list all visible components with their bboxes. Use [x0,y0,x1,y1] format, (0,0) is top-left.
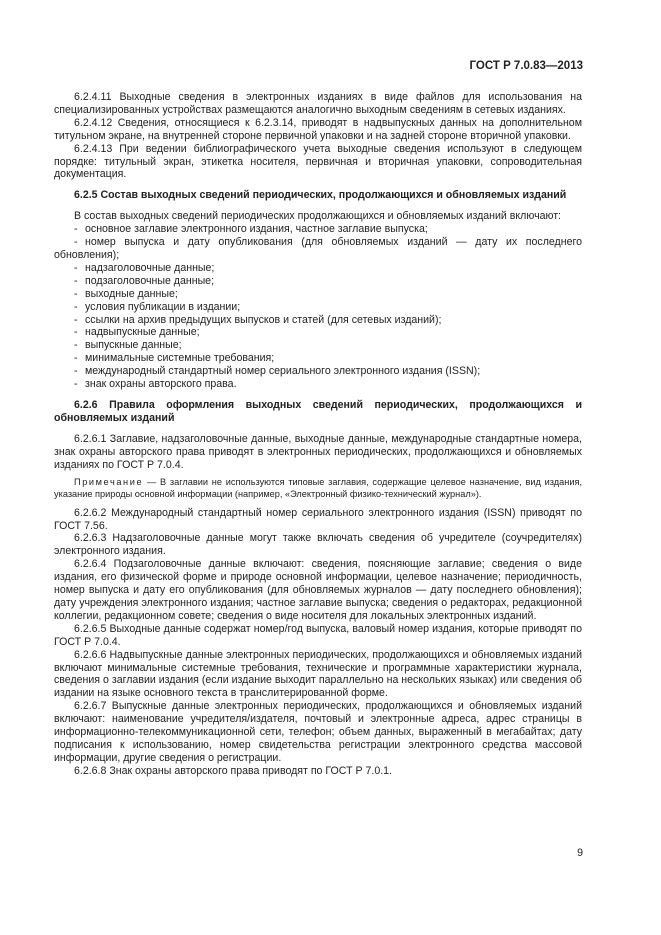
list-item-text: основное заглавие электронного издания, частное заглавие выпуска; [85,223,428,236]
document-body [54,91,582,778]
list-item-text: надзаголовочные данные; [85,261,215,274]
paragraph-6-2-6-2: 6.2.6.2 Международный стандартный номер сериального электронного издания (ISSN) приводят по ГОСТ 7.56. [54,506,582,532]
list-item [54,223,582,236]
standard-header: ГОСТ Р 7.0.83—2013 [469,60,583,72]
paragraph-6-2-6-5: 6.2.6.5 Выходные данные содержат номер/год выпуска, валовый номер издания, которые приводят по ГОСТ Р 7.0.4. [54,622,582,648]
paragraph-6-2-6-4: 6.2.6.4 Подзаголовочные данные включают: сведения, поясняющие заглавие; сведения о виде издания, его физической форме и природе основной информации, целевое назначение; периодичность, номер выпуска и дату его опубликования (для обновляемых журналов — дату последнего обновления); дату учреждения электронного издания; частное заглавие выпуска; сведения о редакторах, редакционной коллегии, редакционном совете; сведения о виде носителя для локальных электронных изданий. [54,558,582,622]
list-dash: - [74,339,78,352]
list-dash: - [74,365,78,378]
list-item [54,326,582,339]
list-item-text: международный стандартный номер сериального электронного издания (ISSN); [85,365,481,378]
paragraph-6-2-6-6: 6.2.6.6 Надвыпускные данные электронных периодических, продолжающихся и обновляемых изданий включают минимальные системные требования, технические и программные характеристики журнала, сведения о заглавии издания (если издание выходит параллельно на нескольких языках) или сведения об издании на языке основного текста в транслитерированной форме. [54,648,582,700]
list-item [54,301,582,314]
section-heading-6-2-5: 6.2.5 Состав выходных сведений периодических, продолжающихся и обновляемых изданий [74,189,567,202]
list-dash: - [74,378,78,391]
list-item-text: выпускные данные; [85,339,182,352]
note [54,477,582,500]
list-item-text: знак охраны авторского права. [85,378,237,391]
note-label: Примечание [74,477,144,488]
paragraph-6-2-4-13: 6.2.4.13 При ведении библиографического учета выходные сведения используют в следующем порядке: титульный экран, этикетка носителя, первичная и вторичная упаковки, сопроводительная документация. [54,142,582,181]
list-item [54,262,582,275]
paragraph-6-2-6-1: 6.2.6.1 Заглавие, надзаголовочные данные, выходные данные, международные стандартные номера, знак охраны авторского права приводят в электронных периодических, продолжающихся и обновляемых изданиях по ГОСТ Р 7.0.4. [54,432,582,471]
section-heading-6-2-6: 6.2.6 Правила оформления выходных сведений периодических, продолжающихся и обновляемых изданий [54,398,582,424]
list-dash: - [74,326,78,339]
list-item-text: условия публикации в издании; [85,300,241,313]
list-item-text: минимальные системные требования; [85,352,275,365]
list-dash: - [74,223,78,236]
paragraph-6-2-6-7: 6.2.6.7 Выпускные данные электронных периодических, продолжающихся и обновляемых изданий включают: наименование учредителя/издателя, почтовый и электронные адреса, адрес страницы в информационно-телекоммуникационной сети, телефон; объем данных, выраженный в мегабайтах; дату подписания к использованию, номер свидетельства регистрации электронного средства массовой информации, другие сведения о регистрации. [54,700,582,764]
list-dash: - [74,236,78,249]
paragraph-6-2-6-8: 6.2.6.8 Знак охраны авторского права приводят по ГОСТ Р 7.0.1. [74,764,393,777]
list-item-text: надвыпускные данные; [85,326,200,339]
paragraph-6-2-4-12: 6.2.4.12 Сведения, относящиеся к 6.2.3.14, приводят в надвыпускных данных на дополнительном титульном экране, на внутренней стороне первичной упаковки и на задней стороне вторичной упаковки. [54,116,582,142]
list-dash: - [74,287,78,300]
list-dash: - [74,261,78,274]
list-dash: - [74,313,78,326]
list-item [54,275,582,288]
list-item [54,236,582,262]
list-item [54,378,582,391]
list-item [54,314,582,327]
list-item-text: подзаголовочные данные; [85,274,215,287]
list-item [54,352,582,365]
list-item [54,365,582,378]
list-item [54,339,582,352]
list-item-text: ссылки на архив предыдущих выпусков и статей (для сетевых изданий); [85,313,442,326]
note-text: — В заглавии не используются типовые заглавия, содержащие целевое назначение, вид издания, указание природы основной информации (например, «Электронный физико-технический журнал»). [54,477,582,500]
list-item [54,288,582,301]
list-item-text: номер выпуска и дату опубликования (для обновляемых изданий — дату их последнего обновления); [54,236,582,261]
list-dash: - [74,300,78,313]
list-dash: - [74,274,78,287]
list-item-text: выходные данные; [85,287,178,300]
page-number: 9 [577,847,583,859]
output-info-list [54,223,582,391]
paragraph-6-2-4-11: 6.2.4.11 Выходные сведения в электронных изданиях в виде файлов для использования на специализированных устройствах размещаются аналогично выходным сведениям в сетевых изданиях. [54,91,582,116]
paragraph-6-2-6-3: 6.2.6.3 Надзаголовочные данные могут также включать сведения об учредителе (соучредителях) электронного издания. [54,532,582,558]
list-dash: - [74,352,78,365]
section-6-2-5-intro: В состав выходных сведений периодических продолжающихся и обновляемых изданий включают: [74,210,561,223]
